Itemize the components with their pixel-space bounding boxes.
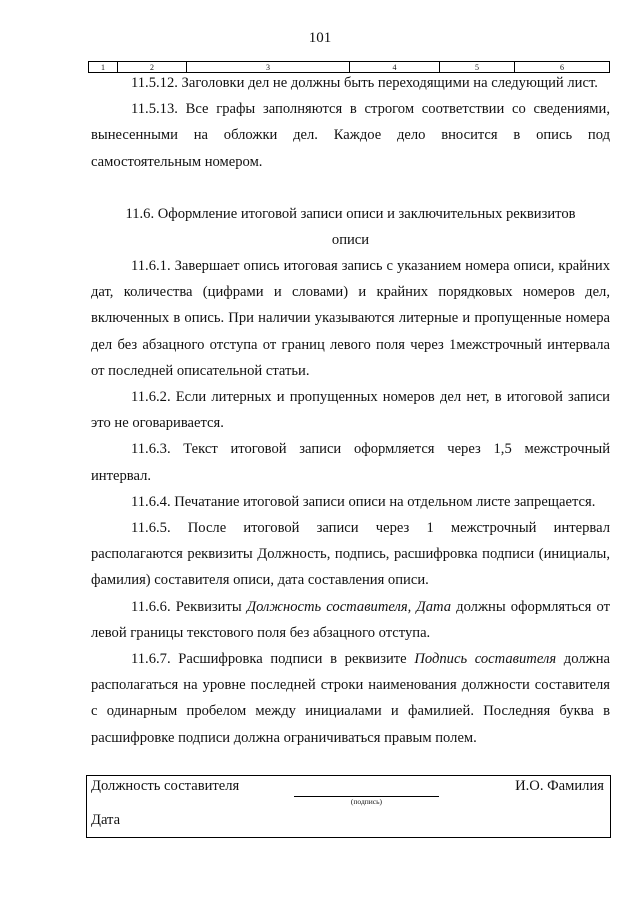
column-number-cell: 6: [515, 62, 610, 73]
signature-sample-block: [86, 775, 611, 838]
column-number-cell: 2: [118, 62, 187, 73]
paragraph-11-6-1: 11.6.1. Завершает опись итоговая запись с указанием номера описи, крайних дат, количества (цифрами и словами) и крайних порядковых номеров дел, включенных в опись. При наличии указываются литерные и пропущенные номера дел без абзацного отступа от границ левого поля через 1межстрочный интервала от последней описательной статьи.: [91, 258, 610, 379]
date-label: Дата: [91, 812, 121, 828]
column-number-cell: 1: [89, 62, 118, 73]
paragraph-text: 11.6.6. Реквизиты: [131, 598, 247, 615]
column-number-cell: 3: [187, 62, 350, 73]
body-text-upper: [91, 70, 610, 175]
name-label: И.О. Фамилия: [515, 778, 604, 794]
paragraph-11-6-7: [91, 646, 610, 751]
signature-caption: (подпись): [350, 797, 383, 806]
paragraph-text: 11.6.7. Расшифровка подписи в реквизите: [131, 651, 415, 668]
paragraph-11-6-2: 11.6.2. Если литерных и пропущенных номеров дел нет, в итоговой записи это не оговаривается.: [91, 389, 610, 432]
italic-requisite-names: Должность составителя, Дата: [246, 598, 452, 615]
paragraph-11-5-13: 11.5.13. Все графы заполняются в строгом соответствии со сведениями, вынесенными на обложки дел. Каждое дело вносится в опись под самостоятельным номером.: [91, 101, 610, 170]
paragraph-11-6-4: 11.6.4. Печатание итоговой записи описи на отдельном листе запрещается.: [131, 493, 596, 510]
column-number-cell: 5: [440, 62, 515, 73]
paragraph-11-5-12: 11.5.12. Заголовки дел не должны быть переходящими на следующий лист.: [131, 75, 598, 91]
italic-requisite-name: Подпись составителя: [414, 651, 557, 668]
position-label: Должность составителя: [91, 778, 240, 794]
body-text-lower: [91, 253, 610, 751]
paragraph-11-6-6: [91, 594, 610, 646]
page-number: 101: [308, 30, 332, 46]
paragraph-11-6-3: 11.6.3. Текст итоговой записи оформляется через 1,5 межстрочный интервал.: [91, 441, 610, 484]
column-number-cell: 4: [350, 62, 440, 73]
heading-line-2: описи: [331, 232, 370, 249]
section-heading: [91, 201, 610, 253]
paragraph-11-6-5: 11.6.5. После итоговой записи через 1 межстрочный интервал располагаются реквизиты Должность, подпись, расшифровка подписи (инициалы, фамилия) составителя описи, дата составления описи.: [91, 520, 610, 589]
paragraph-text: должна располагаться на уровне последней строки наименования должности составителя с одинарным пробелом между инициалами и фамилией. Последняя буква в расшифровке подписи должна ограничиваться правым полем.: [91, 651, 610, 746]
paragraph-text: должны оформляться от левой границы текстового поля без абзацного отступа.: [91, 598, 610, 641]
heading-line-1: 11.6. Оформление итоговой записи описи и заключительных реквизитов: [125, 206, 576, 222]
